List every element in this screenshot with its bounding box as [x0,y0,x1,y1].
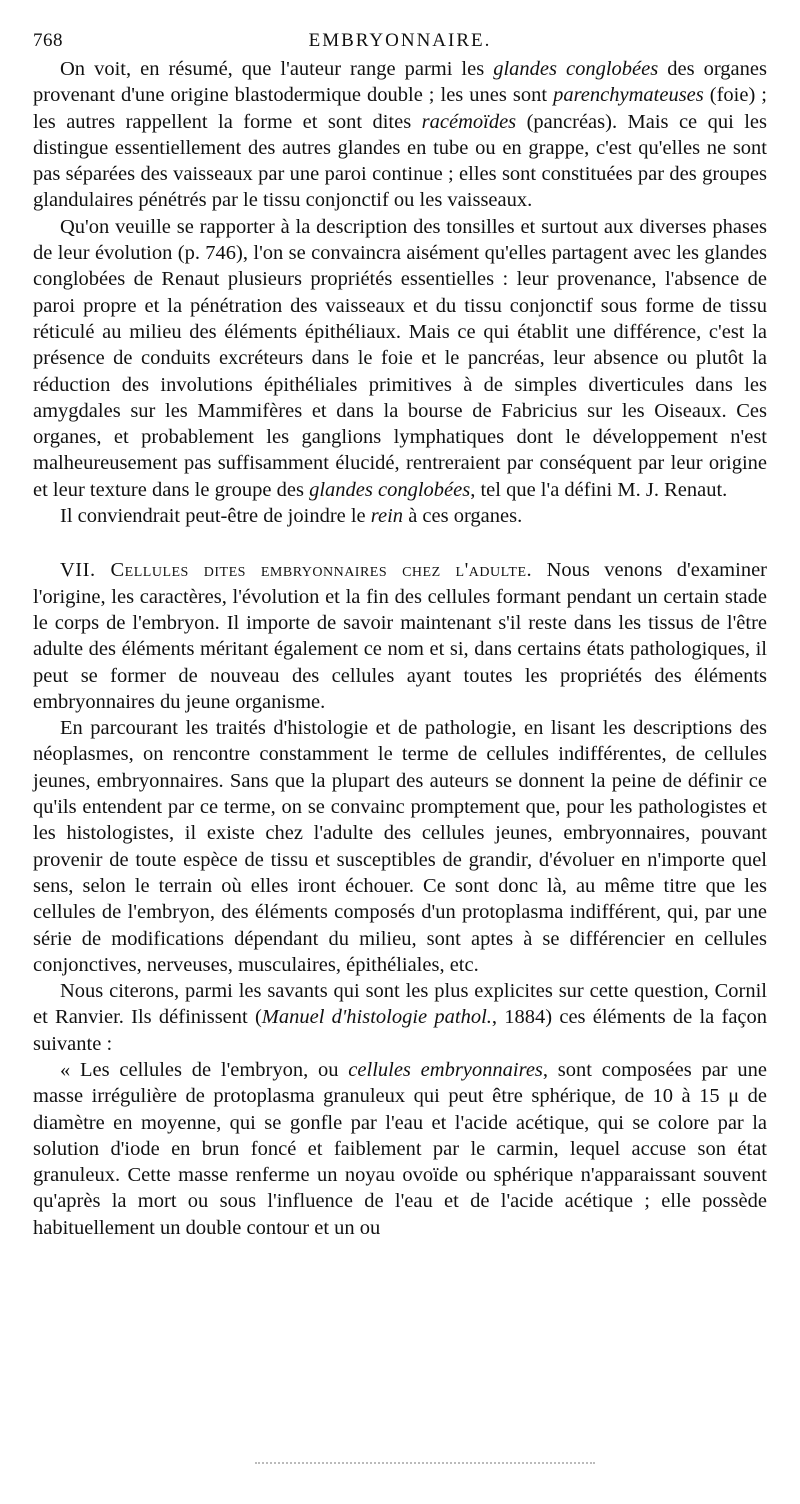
paragraph-treatises: En parcourant les traités d'histologie et de pathologie, en lisant les descriptions des néoplasmes, on rencontre constamment le terme de cellules indifférentes, de cellules jeunes, embryonnaires. Sans que la plupart des auteurs se donnent la peine de définir ce qu'ils entendent par ce terme, on se convainc promptement que, pour les pathologistes et les histologistes, il existe chez l'adulte des cellules jeunes, embryonnaires, pouvant provenir de toute espèce de tissu et susceptibles de grandir, d'évoluer en n'importe quel sens, selon le terrain où elles iront échouer. Ce sont donc là, au même titre que les cellules de l'embryon, des éléments composés d'un protoplasma indifférent, qui, par une série de modifications dépendant du milieu, sont aptes à se différencier en cellules conjonctives, nerveuses, musculaires, épithéliales, etc. [33,717,767,976]
paragraph-quotation: « Les cellules de l'embryon, ou cellules embryonnaires, sont composées par une masse irrégulière de protoplasma granuleux qui peut être sphérique, de 10 à 15 μ de diamètre en moyenne, qui se gonfle par l'eau et l'acide acétique, qui se colore par la solution d'iode en brun foncé et faiblement par le carmin, lequel accuse son état granuleux. Cette masse renferme un noyau ovoïde ou sphérique n'apparaissant souvent qu'après la mort ou sous l'influence de l'eau et de l'acide acétique ; elle possède habituellement un double contour et un ou [33,1058,767,1239]
book-page [33,28,767,1241]
section-vii-paragraph: VII. Cellules dites embryonnaires chez l'adulte. Nous venons d'examiner l'origine, les caractères, l'évolution et la fin des cellules formant pendant un certain stade le corps de l'embryon. Il importe de savoir maintenant s'il reste dans les tissus de l'être adulte des éléments méritant également ce nom et si, dans certains états pathologiques, il peut se former de nouveau des cellules ayant toutes les propriétés des éléments embryonnaires du jeune organisme. [33,559,767,713]
section-heading: VII. Cellules dites embryonnaires chez l'adulte. [60,559,533,582]
paragraph-summary: On voit, en résumé, que l'auteur range parmi les glandes conglobées des organes provenant d'une origine blastodermique double ; les unes sont parenchymateuses (foie) ; les autres rappellent la forme et sont dites racémoïdes (pancréas). Mais ce qui les distingue essentiellement des autres glandes en tube ou en grappe, c'est qu'elles ne sont pas séparées des vaisseaux par une paroi continue ; elles sont constituées par des groupes glandulaires pénétrés par le tissu conjonctif ou les vaisseaux. [33,58,767,212]
section-gap [33,529,767,557]
running-header [33,28,767,56]
running-title: EMBRYONNAIRE. [308,30,492,51]
footer-mark [255,1462,595,1467]
page-number: 768 [33,30,63,51]
paragraph-cornil-ranvier: Nous citerons, parmi les savants qui sont les plus explicites sur cette question, Cornil et Ranvier. Ils définissent (Manuel d'histologie pathol., 1884) ces éléments de la façon suivante : [33,980,768,1055]
paragraph-tonsils: Qu'on veuille se rapporter à la description des tonsilles et surtout aux diverses phases de leur évolution (p. 746), l'on se convaincra aisément qu'elles partagent avec les glandes conglobées de Renaut plusieurs propriétés essentielles : leur provenance, l'absence de paroi propre et la pénétration des vaisseaux et du tissu conjonctif sous forme de tissu réticulé au milieu des éléments épithéliaux. Mais ce qui établit une différence, c'est la présence de conduits excréteurs dans le foie et le pancréas, leur absence ou plutôt la réduction des involutions épithéliales primitives à de simples diverticules dans les amygdales sur les Mammifères et dans la bourse de Fabricius sur les Oiseaux. Ces organes, et probablement les ganglions lymphatiques dont le développement n'est malheureusement pas suffisamment élucidé, rentreraient par conséquent par leur origine et leur texture dans le groupe des glandes conglobées, tel que l'a défini M. J. Renaut. [33,215,767,501]
paragraph-kidney: Il conviendrait peut-être de joindre le rein à ces organes. [60,505,523,528]
